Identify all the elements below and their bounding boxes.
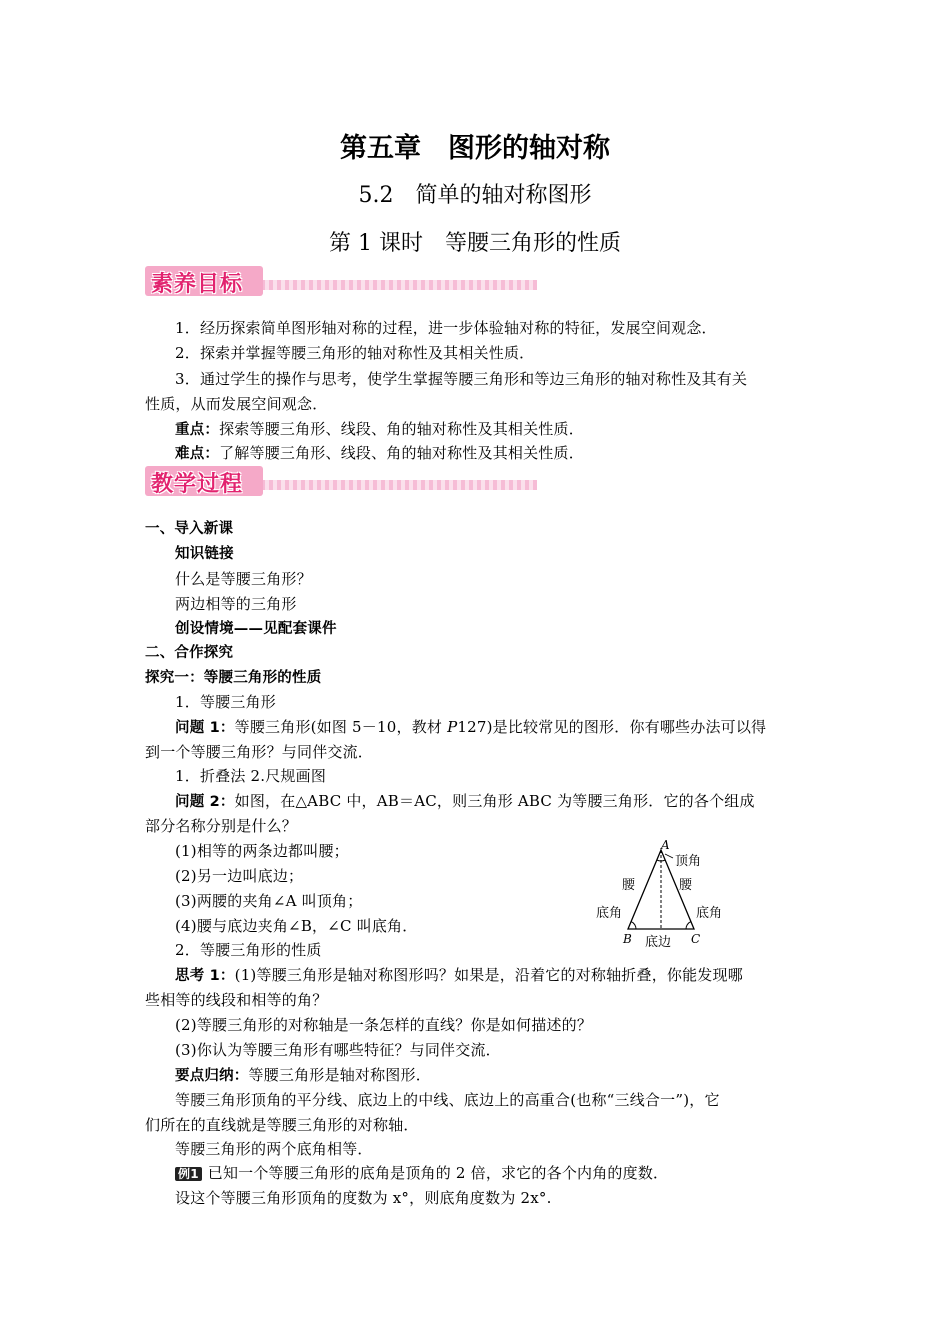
methods: 1．折叠法 2.尺规画图 (175, 767, 327, 785)
example-badge: 例1 (175, 1167, 202, 1181)
goal-3-line1: 3．通过学生的操作与思考，使学生掌握等腰三角形和等边三角形的轴对称性及其有关 (175, 370, 748, 388)
difficulty-label: 难点： (175, 446, 220, 462)
key-point-label: 重点： (175, 422, 220, 438)
example-1 (175, 1163, 668, 1183)
question-1-text-a: 等腰三角形(如图 5－10，教材 (234, 718, 448, 736)
left-base-angle-arc (631, 922, 636, 929)
question-2-line1 (175, 791, 755, 812)
scene-link: 创设情境——见配套课件 (175, 621, 337, 637)
three-lines-line2: 们所在的直线就是等腰三角形的对称轴． (145, 1116, 419, 1134)
question-1-line1 (175, 717, 766, 738)
difficulty-point (175, 443, 584, 464)
goal-3-line2: 性质，从而发展空间观念． (145, 395, 328, 413)
key-point (175, 419, 584, 440)
part-3: (3)两腰的夹角∠A 叫顶角； (175, 892, 363, 910)
question-2-line2: 部分名称分别是什么？ (145, 817, 298, 835)
subsection-2: 2．等腰三角形的性质 (175, 941, 322, 959)
answer-what: 两边相等的三角形 (175, 595, 297, 613)
think-1-line2: 些相等的线段和相等的角？ (145, 991, 328, 1009)
right-base-angle-label: 底角 (696, 906, 723, 921)
heading-explore: 二、合作探究 (145, 645, 234, 661)
question-2-text: 如图，在△ABC 中，AB＝AC，则三角形 ABC 为等腰三角形．它的各个组成 (234, 792, 755, 810)
base-angles-equal: 等腰三角形的两个底角相等． (175, 1140, 373, 1158)
goal-1: 1．经历探索简单图形轴对称的过程，进一步体验轴对称的特征，发展空间观念． (175, 319, 717, 337)
section-title: 5.2 简单的轴对称图形 (358, 183, 592, 208)
right-base-angle-arc (686, 922, 691, 929)
banner-dotted-bar (253, 480, 537, 490)
goal-2: 2．探索并掌握等腰三角形的轴对称性及其相关性质． (175, 344, 535, 362)
example-solution: 设这个等腰三角形顶角的度数为 x°，则底角度数为 2x°. (175, 1189, 552, 1207)
three-lines-line1: 等腰三角形顶角的平分线、底边上的中线、底边上的高重合(也称“三线合一”)，它 (175, 1091, 720, 1109)
key-point-text: 探索等腰三角形、线段、角的轴对称性及其相关性质． (219, 420, 584, 438)
vertex-b-label: B (623, 932, 632, 946)
question-what: 什么是等腰三角形？ (175, 570, 312, 588)
question-1-line2: 到一个等腰三角形？与同伴交流． (145, 743, 374, 761)
right-leg-label: 腰 (679, 878, 693, 893)
summary (175, 1065, 431, 1086)
goals-banner (145, 266, 537, 296)
summary-text: 等腰三角形是轴对称图形． (248, 1066, 431, 1084)
left-base-angle-label: 底角 (596, 906, 623, 921)
think-2: (2)等腰三角形的对称轴是一条怎样的直线？你是如何描述的？ (175, 1016, 593, 1034)
isosceles-triangle-figure (585, 838, 735, 953)
think-3: (3)你认为等腰三角形有哪些特征？与同伴交流． (175, 1041, 501, 1059)
difficulty-text: 了解等腰三角形、线段、角的轴对称性及其相关性质． (219, 444, 584, 462)
heading-intro: 一、导入新课 (145, 521, 234, 537)
vertex-c-label: C (691, 932, 701, 946)
subsection-1: 1．等腰三角形 (175, 693, 276, 711)
part-4: (4)腰与底边夹角∠B，∠C 叫底角． (175, 917, 418, 935)
think-1-text: (1)等腰三角形是轴对称图形吗？如果是，沿着它的对称轴折叠，你能发现哪 (234, 966, 743, 984)
example-text: 已知一个等腰三角形的底角是顶角的 2 倍，求它的各个内角的度数． (207, 1164, 669, 1182)
lesson-title: 第 1 课时 等腰三角形的性质 (329, 231, 621, 256)
vertex-a-label: A (661, 838, 670, 852)
think-1-label: 思考 1： (175, 968, 235, 984)
goals-banner-label: 素养目标 (151, 272, 244, 297)
think-1-line1 (175, 965, 743, 986)
part-2: (2)另一边叫底边； (175, 867, 304, 885)
question-1-page-p: P (447, 718, 458, 736)
process-banner (145, 466, 537, 496)
question-1-label: 问题 1： (175, 720, 235, 736)
apex-label-leader (665, 854, 673, 858)
question-1-text-b: 127)是比较常见的图形．你有哪些办法可以得 (457, 718, 767, 736)
banner-dotted-bar (253, 280, 537, 290)
base-label: 底边 (645, 935, 672, 950)
chapter-title: 第五章 图形的轴对称 (340, 133, 610, 164)
knowledge-link-title: 知识链接 (175, 546, 234, 562)
apex-angle-label: 顶角 (675, 854, 702, 869)
question-2-label: 问题 2： (175, 794, 235, 810)
explore-1-title: 探究一：等腰三角形的性质 (145, 670, 322, 686)
left-leg-label: 腰 (622, 878, 636, 893)
process-banner-label: 教学过程 (151, 472, 244, 497)
summary-label: 要点归纳： (175, 1068, 249, 1084)
part-1: (1)相等的两条边都叫腰； (175, 842, 349, 860)
